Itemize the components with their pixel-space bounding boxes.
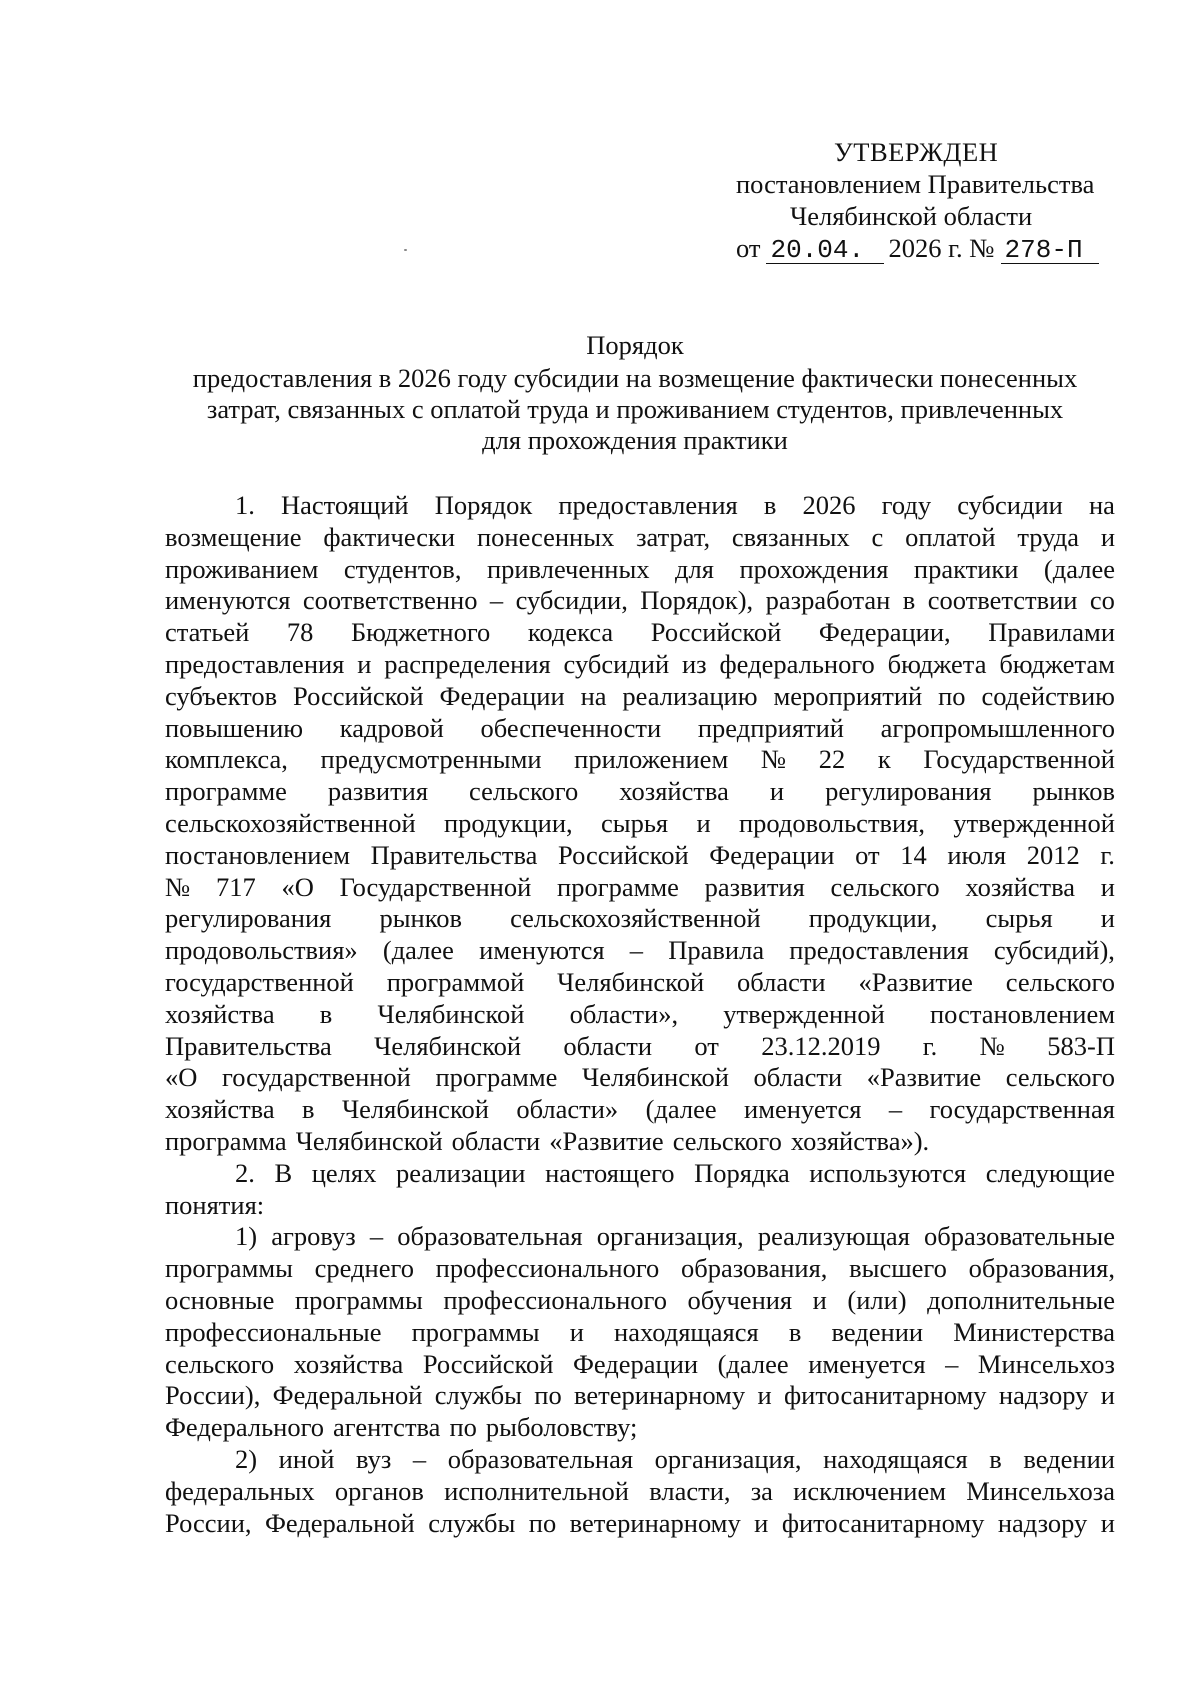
body-word: Челябинской: [557, 966, 705, 997]
body-word: –: [489, 585, 504, 616]
body-word: области»: [516, 1094, 619, 1125]
body-word: дополнительные: [927, 1284, 1115, 1315]
body-word: Челябинской: [374, 1030, 522, 1061]
body-word: сырья: [985, 903, 1053, 934]
body-word: власти,: [649, 1475, 731, 1506]
body-word: на: [580, 680, 607, 711]
body-text-line: [165, 1190, 1115, 1222]
body-word: развития: [704, 871, 805, 902]
body-word: 1): [235, 1221, 258, 1252]
body-text-line: [165, 1094, 1115, 1126]
body-word: реализацию: [622, 680, 758, 711]
body-word: мероприятий: [773, 680, 923, 711]
body-word: хозяйства: [619, 776, 729, 807]
body-word: Российской: [422, 1348, 554, 1379]
body-word: Правительства: [370, 839, 538, 870]
body-word: федеральных: [165, 1475, 315, 1506]
body-word: сырья: [601, 807, 669, 838]
body-word: 23.12.2019: [761, 1030, 881, 1061]
body-word: именуется: [744, 1094, 862, 1125]
body-word: ведении: [831, 1316, 924, 1347]
body-word: организация,: [654, 1443, 802, 1474]
body-word: ветеринарному: [569, 1507, 741, 1538]
body-word: (или): [847, 1284, 907, 1315]
body-word: сельского: [672, 1125, 782, 1156]
body-word: в: [902, 585, 916, 616]
body-word: Правила: [668, 935, 765, 966]
body-word: 583-П: [1047, 1030, 1115, 1061]
body-text-line: [165, 1508, 1115, 1540]
body-word: продукции,: [808, 903, 938, 934]
body-word: г.: [1100, 839, 1115, 870]
body-word: обеспеченности: [480, 712, 662, 743]
body-word: сельского: [1005, 966, 1115, 997]
body-word: области»,: [569, 998, 679, 1029]
body-word: высшего: [849, 1253, 947, 1284]
body-word: в: [319, 998, 333, 1029]
body-text-line: [165, 522, 1115, 554]
body-word: понесенных: [476, 521, 615, 552]
body-word: из: [682, 648, 707, 679]
body-word: для: [675, 553, 714, 584]
body-word: предоставления: [789, 935, 969, 966]
body-word: субсидий: [563, 648, 670, 679]
body-word: программой: [386, 966, 525, 997]
body-word: №: [165, 871, 191, 902]
body-word: и: [357, 648, 372, 679]
body-word: хозяйства: [165, 1094, 275, 1125]
body-word: (далее: [382, 935, 454, 966]
body-text-line: [165, 1349, 1115, 1381]
approval-date-value: 20.04.: [766, 237, 884, 264]
body-text-line: [165, 1062, 1115, 1094]
body-word: году: [881, 490, 932, 520]
document-title: Порядок: [586, 330, 684, 360]
body-word: Федерального: [165, 1412, 325, 1443]
body-word: бюджетам: [999, 648, 1115, 679]
body-word: надзору: [998, 1380, 1089, 1411]
body-word: программы: [411, 1316, 540, 1347]
body-word: Государственной: [923, 744, 1115, 775]
body-word: кодекса: [527, 617, 614, 648]
body-word: продовольствия»: [165, 935, 358, 966]
body-text-line: [165, 585, 1115, 617]
body-word: «Развитие: [549, 1125, 664, 1156]
body-word: Челябинской: [341, 1094, 489, 1125]
body-word: области: [451, 1125, 541, 1156]
body-word: и: [754, 1507, 769, 1538]
body-word: к: [877, 744, 891, 775]
body-word: именуется: [808, 1348, 926, 1379]
body-word: июля: [947, 839, 1007, 870]
body-word: –: [412, 1443, 427, 1474]
body-word: образовательная: [447, 1443, 634, 1474]
body-word: службы: [428, 1507, 516, 1538]
body-word: и: [569, 1316, 584, 1347]
body-text-line: [165, 490, 1115, 522]
body-word: 2): [235, 1443, 258, 1474]
body-text-line: [165, 776, 1115, 808]
body-word: развития: [327, 776, 429, 807]
body-word: с: [871, 521, 884, 552]
body-word: за: [750, 1475, 773, 1506]
body-word: программы: [294, 1284, 423, 1315]
body-word: в: [302, 1094, 315, 1125]
body-word: сельскохозяйственной: [510, 903, 761, 934]
document-body: [165, 490, 1115, 1539]
body-word: рынков: [1032, 776, 1115, 807]
body-text-line: [165, 808, 1115, 840]
body-word: иной: [278, 1443, 335, 1474]
body-text-line: [165, 1158, 1115, 1190]
body-word: постановлением: [165, 839, 350, 870]
body-word: Российской: [558, 839, 689, 870]
body-word: настоящего: [545, 1157, 675, 1188]
body-text-line: [165, 1412, 1115, 1444]
body-word: от: [694, 1030, 719, 1061]
body-word: предоставления: [558, 490, 738, 520]
body-word: образовательные: [924, 1221, 1115, 1252]
body-word: распределения: [384, 648, 551, 679]
body-word: органов: [334, 1475, 424, 1506]
body-text-line: [165, 840, 1115, 872]
body-text-line: [165, 935, 1115, 967]
body-word: Бюджетного: [350, 617, 491, 648]
body-word: реализующая: [757, 1221, 910, 1252]
body-text-line: [165, 967, 1115, 999]
body-word: государственной: [222, 1062, 411, 1093]
body-word: (далее: [717, 1348, 789, 1379]
body-text-line: [165, 1444, 1115, 1476]
body-word: хозяйства: [293, 1348, 404, 1379]
body-text-line: [165, 1126, 1115, 1158]
body-word: хозяйства»).: [790, 1125, 930, 1156]
body-word: области: [563, 1030, 653, 1061]
body-word: и: [769, 776, 785, 807]
body-word: исключением: [793, 1475, 946, 1506]
body-text-line: [165, 681, 1115, 713]
body-word: утвержденной: [723, 998, 885, 1029]
body-word: 2012: [1026, 839, 1080, 870]
body-word: программа: [165, 1125, 287, 1156]
body-word: рынков: [379, 903, 462, 934]
body-word: образования,: [968, 1253, 1115, 1284]
body-word: проживанием: [165, 553, 319, 584]
body-word: прохождения: [739, 553, 889, 584]
body-word: по: [528, 1507, 557, 1538]
body-word: находящаяся: [823, 1443, 968, 1474]
body-text-line: [165, 1285, 1115, 1317]
body-word: предприятий: [697, 712, 844, 743]
body-word: возмещение: [165, 521, 302, 552]
scan-speck: [404, 249, 407, 251]
body-word: 22: [818, 744, 846, 775]
body-word: Правилами: [988, 617, 1115, 648]
body-text-line: [165, 554, 1115, 586]
body-word: (далее: [645, 1094, 717, 1125]
body-word: №: [979, 1030, 1005, 1061]
body-word: соответственно: [302, 585, 478, 616]
body-word: 717: [216, 871, 256, 902]
body-word: сельского: [165, 1348, 275, 1379]
body-word: и: [696, 807, 711, 838]
body-word: практики: [913, 553, 1019, 584]
approved-by-decree: постановлением Правительства: [736, 169, 1095, 199]
body-text-line: [165, 1317, 1115, 1349]
body-word: –: [945, 1348, 959, 1379]
body-word: бюджета: [887, 648, 987, 679]
body-word: связанных: [731, 521, 850, 552]
body-word: от: [855, 839, 880, 870]
body-word: службы: [434, 1380, 522, 1411]
body-word: используются: [809, 1157, 967, 1188]
body-word: программы: [165, 1253, 293, 1284]
body-word: исполнительной: [444, 1475, 629, 1506]
body-text-line: [165, 713, 1115, 745]
body-word: государственная: [929, 1094, 1115, 1125]
body-word: оплатой: [905, 521, 996, 552]
body-word: агропромышленного: [880, 712, 1115, 743]
body-word: и: [1100, 871, 1115, 902]
body-word: утвержденной: [953, 807, 1115, 838]
body-text-line: [165, 1380, 1115, 1412]
body-word: со: [1089, 585, 1115, 616]
body-word: –: [369, 1221, 384, 1252]
body-word: –: [629, 935, 644, 966]
body-word: Министерства: [953, 1316, 1115, 1347]
body-word: в: [763, 490, 777, 520]
body-word: профессионального: [435, 1253, 660, 1284]
body-word: и: [1100, 903, 1115, 934]
body-word: сельского: [830, 871, 940, 902]
body-word: образовательная: [397, 1221, 583, 1252]
body-word: субсидий),: [993, 935, 1115, 966]
body-word: организация,: [596, 1221, 744, 1252]
body-word: России,: [165, 1507, 252, 1538]
body-word: сельского: [1005, 1062, 1115, 1093]
body-word: Федеральной: [272, 1380, 423, 1411]
body-word: основные: [165, 1284, 275, 1315]
body-word: студентов,: [343, 553, 462, 584]
body-word: субсидии,: [515, 585, 628, 616]
body-word: Челябинской: [581, 1062, 729, 1093]
body-word: именуются: [165, 585, 291, 616]
body-word: сельскохозяйственной: [165, 807, 416, 838]
body-word: В: [274, 1157, 293, 1188]
body-word: и: [757, 1380, 772, 1411]
body-text-line: [165, 999, 1115, 1031]
body-word: ветеринарному: [574, 1380, 746, 1411]
body-word: в: [788, 1316, 802, 1347]
body-word: комплекса,: [165, 744, 288, 775]
body-word: Порядок: [434, 490, 533, 520]
body-word: Федерации: [439, 680, 565, 711]
body-word: по: [938, 680, 966, 711]
approval-year: 2026 г. №: [888, 233, 995, 263]
body-word: статьей: [165, 617, 250, 648]
body-word: хозяйства: [165, 998, 275, 1029]
body-word: области: [753, 1062, 843, 1093]
body-word: постановлением: [929, 998, 1115, 1029]
body-word: продукции,: [443, 807, 573, 838]
body-word: понятия:: [165, 1189, 265, 1220]
body-word: находящаяся: [614, 1316, 759, 1347]
body-word: 2.: [235, 1157, 255, 1188]
body-word: сельского: [469, 776, 579, 807]
body-word: по: [534, 1380, 562, 1411]
body-word: фактически: [323, 521, 456, 552]
approval-number-value: 278-П: [1001, 237, 1099, 264]
document-title-block: [160, 330, 1110, 456]
body-word: содействию: [981, 680, 1115, 711]
body-text-line: [165, 617, 1115, 649]
body-word: образования,: [681, 1253, 828, 1284]
body-text-line: [165, 1221, 1115, 1253]
document-subtitle-line: предоставления в 2026 году субсидии на возмещение фактически понесенных: [192, 363, 1078, 393]
body-word: (далее: [1043, 553, 1115, 584]
body-word: программе: [557, 871, 679, 902]
body-word: и: [1100, 1507, 1115, 1538]
body-word: регулирования: [165, 903, 332, 934]
body-word: затрат,: [636, 521, 711, 552]
body-word: –: [888, 1094, 903, 1125]
body-word: следующие: [985, 1157, 1115, 1188]
body-word: вуз: [356, 1443, 392, 1474]
body-word: «Развитие: [858, 966, 973, 997]
body-word: субъектов: [165, 680, 278, 711]
body-word: Настоящий: [281, 490, 409, 520]
body-word: и: [812, 1284, 827, 1315]
body-word: «Развитие: [866, 1062, 982, 1093]
body-word: Порядок),: [640, 585, 754, 616]
body-word: хозяйства: [965, 871, 1076, 902]
body-word: и: [1100, 521, 1115, 552]
approval-region: Челябинской области: [790, 201, 1033, 231]
body-word: Минсельхоза: [966, 1475, 1115, 1506]
body-word: Порядка: [694, 1157, 790, 1188]
body-word: Российской: [650, 617, 782, 648]
body-word: Федерации: [572, 1348, 699, 1379]
date-prefix: от: [736, 233, 761, 263]
body-word: государственной: [165, 966, 354, 997]
body-word: по: [449, 1412, 477, 1443]
body-word: труда: [1017, 521, 1079, 552]
approved-heading: УТВЕРЖДЕН: [834, 137, 999, 167]
body-text-line: [165, 744, 1115, 776]
body-word: профессионального: [443, 1284, 667, 1315]
body-word: 14: [900, 839, 927, 870]
body-word: именуются: [479, 935, 605, 966]
document-subtitle-line: для прохождения практики: [482, 425, 788, 455]
body-word: Государственной: [339, 871, 532, 902]
body-word: программе: [165, 776, 287, 807]
body-text-line: [165, 872, 1115, 904]
body-word: профессиональные: [165, 1316, 382, 1347]
body-word: России),: [165, 1380, 261, 1411]
body-word: Федерации,: [818, 617, 951, 648]
body-word: 1.: [235, 490, 255, 520]
body-word: рыболовству;: [485, 1412, 638, 1443]
body-text-line: [165, 903, 1115, 935]
body-text-line: [165, 1476, 1115, 1508]
body-word: «О: [165, 1062, 198, 1093]
body-word: фитосанитарному: [781, 1507, 985, 1538]
body-word: 2026: [802, 490, 856, 520]
body-word: области: [737, 966, 826, 997]
body-word: агровуз: [271, 1221, 356, 1252]
body-word: Федеральной: [264, 1507, 415, 1538]
body-word: «О: [281, 871, 314, 902]
body-word: ведении: [1023, 1443, 1115, 1474]
body-word: г.: [922, 1030, 938, 1061]
body-word: обучения: [687, 1284, 793, 1315]
body-word: фитосанитарному: [783, 1380, 987, 1411]
body-text-line: [165, 1253, 1115, 1285]
body-word: в: [989, 1443, 1002, 1474]
body-word: регулирования: [825, 776, 992, 807]
body-word: федерального: [719, 648, 875, 679]
body-word: №: [760, 744, 787, 775]
body-word: надзору: [997, 1507, 1088, 1538]
body-word: привлеченных: [486, 553, 650, 584]
body-word: повышению: [165, 712, 304, 743]
body-word: предусмотренными: [320, 744, 542, 775]
body-word: продовольствия,: [738, 807, 926, 838]
body-word: агентства: [333, 1412, 441, 1443]
body-word: Российской: [293, 680, 424, 711]
body-word: соответствии: [927, 585, 1078, 616]
body-word: Минсельхоз: [977, 1348, 1115, 1379]
body-word: Правительства: [165, 1030, 332, 1061]
body-word: кадровой: [339, 712, 444, 743]
body-word: целях: [311, 1157, 377, 1188]
body-word: приложением: [574, 744, 729, 775]
body-word: программе: [435, 1062, 558, 1093]
body-word: 78: [286, 617, 314, 648]
body-word: на: [1088, 490, 1115, 520]
approval-stamp-block: [736, 136, 1116, 264]
body-word: предоставления: [165, 648, 345, 679]
body-text-line: [165, 1031, 1115, 1063]
document-subtitle-line: затрат, связанных с оплатой труда и проживанием студентов, привлеченных: [206, 394, 1064, 424]
body-text-line: [165, 649, 1115, 681]
body-word: разработан: [765, 585, 891, 616]
body-word: Челябинской: [295, 1125, 443, 1156]
body-word: реализации: [395, 1157, 526, 1188]
body-word: и: [1100, 1380, 1115, 1411]
body-word: Федерации: [709, 839, 835, 870]
body-word: субсидии: [957, 490, 1063, 520]
body-word: среднего: [314, 1253, 414, 1284]
body-word: Челябинской: [377, 998, 525, 1029]
approval-date-line: [736, 232, 1116, 264]
